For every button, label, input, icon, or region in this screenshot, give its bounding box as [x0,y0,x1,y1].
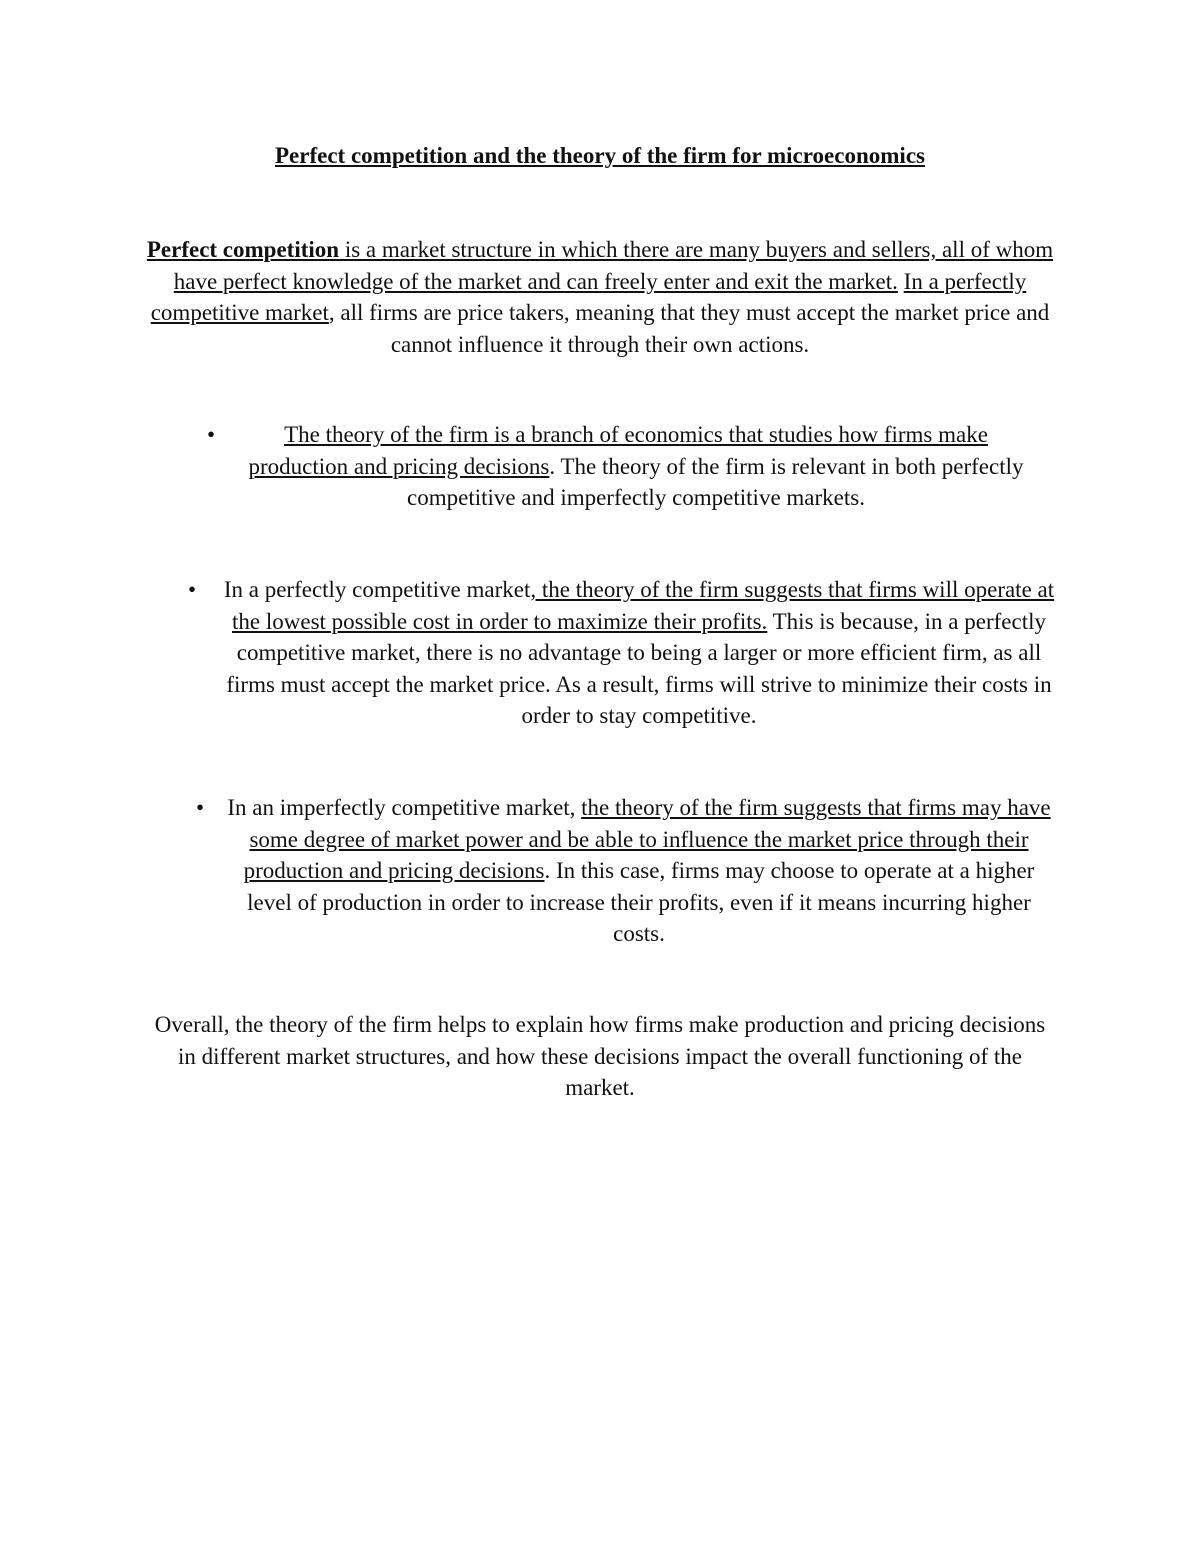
bullet-2-underlined: , the theory of the firm suggests that firms will operate at the lowest possible cost in order to maximize their profits. [232,577,1055,634]
bullet-marker-2: • [188,577,197,602]
bullet-item-1 [236,419,1036,514]
document-title: Perfect competition and the theory of the firm for microeconomics [275,143,925,168]
bullet-2-rest: This is because, in a perfectly competitive market, there is no advantage to being a larger or more efficient firm, as all firms must accept the market price. As a result, firms will strive to minimize their costs in order to stay competitive. [226,608,1052,728]
bullet-marker-3: • [196,795,205,820]
bullet-2-lead: In a perfectly competitive market [223,577,531,602]
bullet-1-underlined: The theory of the firm is a branch of economics that studies how firms make production and pricing decisions [248,422,988,479]
bullet-3-rest: . In this case, firms may choose to operate at a higher level of production in order to increase their profits, even if it means incurring higher costs. [247,858,1035,946]
bullet-item-2 [214,574,1064,732]
bullet-1-rest: . The theory of the firm is relevant in both perfectly competitive and imperfectly competitive markets. [407,453,1024,510]
bullet-marker-1: • [207,422,216,447]
intro-text-1: is a market structure in which there are many buyers and sellers, all of whom have perfect knowledge of the market and can freely enter and exit the market. [173,237,1054,294]
bullet-3-underlined: the theory of the firm suggests that firms may have some degree of market power and be able to influence the market price through their production and pricing decisions [243,795,1051,883]
intro-paragraph [140,234,1060,360]
intro-link-1: In a perfectly competitive market [150,268,1027,325]
intro-text-2: , all firms are price takers, meaning that they must accept the market price and cannot influence it through their own actions. [328,300,1050,357]
bullet-item-3 [220,792,1058,950]
conclusion-paragraph: Overall, the theory of the firm helps to explain how firms make production and pricing decisions in different market structures, and how these decisions impact the overall functioning of the market. [154,1012,1046,1100]
intro-term: Perfect competition [146,237,340,262]
bullet-3-lead: In an imperfectly competitive market, [227,795,582,820]
